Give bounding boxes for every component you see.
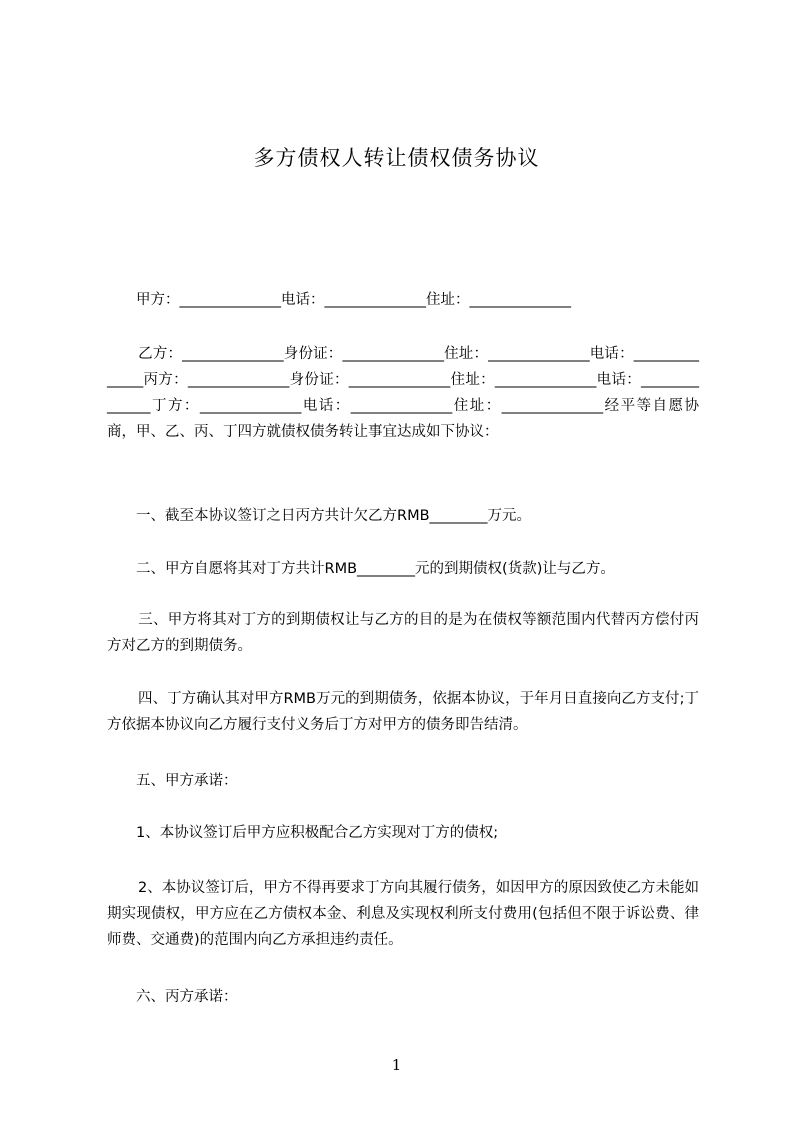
document-title: 多方债权人转让债权债务协议 [253, 146, 540, 170]
clause-1 [107, 503, 699, 529]
paragraph-text: 五、甲方承诺： [136, 773, 238, 789]
paragraph-text: 六、丙方承诺： [136, 989, 238, 1005]
paragraph-text: 四、丁方确认其对甲方RMB万元的到期债务，依据本协议，于年月日直接向乙方支付;丁方依据本协议向乙方履行支付义务后丁方对甲方的债务即告结清。 [107, 691, 699, 733]
clause-4 [107, 686, 699, 738]
clause-6 [107, 984, 699, 1010]
paragraph-parties [107, 341, 699, 445]
paragraph-text: 三、甲方将其对丁方的到期债权让与乙方的目的是为在债权等额范围内代替丙方偿付丙方对乙方的到期债务。 [107, 612, 699, 654]
paragraph-text: 2、本协议签订后，甲方不得再要求丁方向其履行债务，如因甲方的原因致使乙方未能如期实现债权，甲方应在乙方债权本金、利息及实现权利所支付费用(包括但不限于诉讼费、律师费、交通费)的范围内向乙方承担违约责任。 [107, 880, 699, 948]
clause-5-item-1 [107, 820, 699, 846]
paragraph-text: 二、甲方自愿将其对丁方共计RMB________元的到期债权(货款)让与乙方。 [136, 561, 615, 577]
clause-5 [107, 768, 699, 794]
paragraph-party-a [107, 287, 699, 313]
paragraph-text: 甲方：______________电话：______________住址：______________ [136, 292, 571, 308]
clause-5-item-2 [107, 875, 699, 953]
paragraph-text: 1、本协议签订后甲方应积极配合乙方实现对丁方的债权; [136, 825, 499, 841]
clause-2 [107, 556, 699, 582]
paragraph-text: 一、截至本协议签订之日丙方共计欠乙方RMB________万元。 [136, 508, 532, 524]
paragraph-text: 乙方：______________身份证：______________住址：______________电话：______________丙方：______________身份证：______________住址：______________电话：______________丁方：______________电话：______________住址：______________经平等自愿协商，甲、乙、丙、丁四方就债权债务转让事宜达成如下协议： [107, 346, 699, 440]
clause-3 [107, 607, 699, 659]
page-number: 1 [391, 1056, 402, 1074]
